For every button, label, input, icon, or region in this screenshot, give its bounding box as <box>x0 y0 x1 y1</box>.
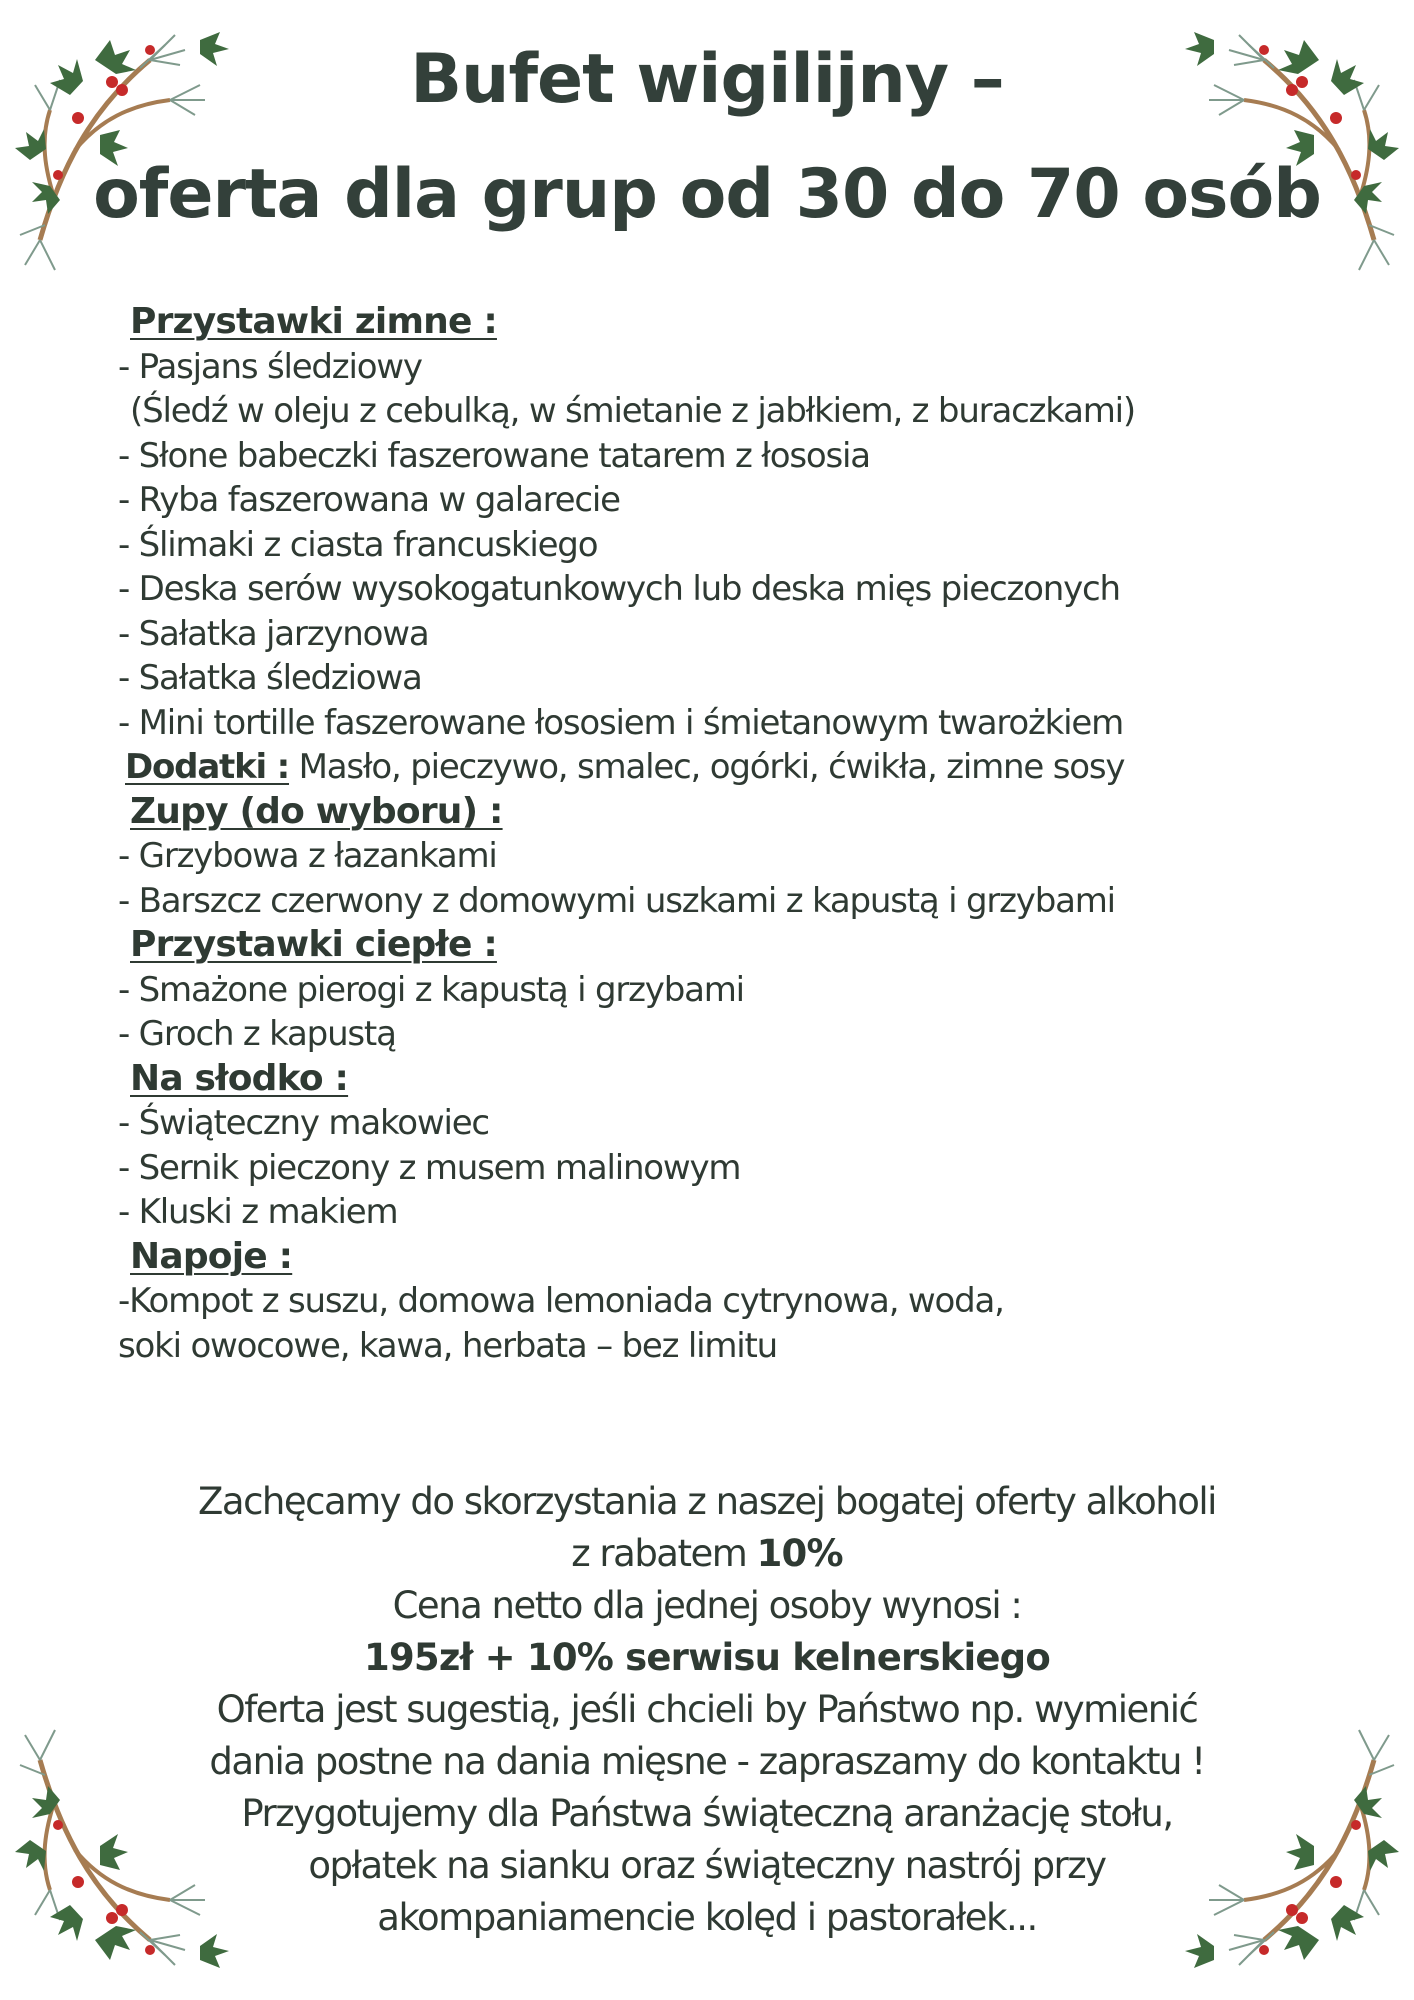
offer-footer <box>0 1476 1414 1944</box>
section-heading-drinks: Napoje : <box>130 1235 293 1277</box>
discount-value: 10% <box>756 1532 843 1575</box>
section-heading-desserts: Na słodko : <box>130 1057 349 1099</box>
menu-item: - Grzybowa z łazankami <box>118 836 497 876</box>
menu-item: - Pasjans śledziowy <box>118 346 422 387</box>
page-title-line-2: oferta dla grup od 30 do 70 osób <box>93 155 1321 234</box>
menu-item: - Ryba faszerowana w galarecie <box>118 480 620 520</box>
menu-item: -Kompot z suszu, domowa lemoniada cytrynowa, woda, <box>118 1281 1004 1321</box>
menu-item: soki owocowe, kawa, herbata – bez limitu <box>118 1325 778 1366</box>
menu-item: - Sernik pieczony z musem malinowym <box>118 1147 741 1188</box>
footer-line: akompaniamencie kolęd i pastorałek... <box>377 1896 1037 1939</box>
menu-item: - Groch z kapustą <box>118 1014 396 1054</box>
section-heading-hot-starters: Przystawki ciepłe : <box>130 924 497 965</box>
menu-item: - Świąteczny makowiec <box>118 1103 489 1143</box>
menu-item: - Ślimaki z ciasta francuskiego <box>118 524 598 565</box>
footer-line: Zachęcamy do skorzystania z naszej bogatej oferty alkoholi <box>198 1480 1216 1523</box>
section-heading-cold-starters: Przystawki zimne : <box>130 301 497 342</box>
menu-item: - Słone babeczki faszerowane tatarem z łososia <box>118 435 870 476</box>
menu-item: - Sałatka śledziowa <box>118 658 422 698</box>
footer-line: Oferta jest sugestią, jeśli chcieli by Państwo np. wymienić <box>216 1688 1198 1731</box>
extras-text: Masło, pieczywo, smalec, ogórki, ćwikła, zimne sosy <box>298 747 1125 787</box>
menu-item: - Kluski z makiem <box>118 1192 398 1232</box>
menu-item: - Mini tortille faszerowane łososiem i śmietanowym twarożkiem <box>118 702 1124 743</box>
menu-item: - Sałatka jarzynowa <box>118 613 429 654</box>
footer-line: dania postne na dania mięsne - zapraszamy do kontaktu ! <box>209 1740 1205 1783</box>
extras-row <box>118 745 1268 790</box>
page-title-line-1: Bufet wigilijny – <box>410 40 1004 119</box>
footer-discount-prefix: z rabatem <box>571 1532 757 1575</box>
price-line: 195zł + 10% serwisu kelnerskiego <box>364 1636 1050 1679</box>
section-heading-extras: Dodatki : <box>125 747 290 787</box>
menu-item: - Barszcz czerwony z domowymi uszkami z kapustą i grzybami <box>118 880 1115 921</box>
footer-discount-line <box>0 1528 1414 1580</box>
footer-line: Cena netto dla jednej osoby wynosi : <box>392 1584 1022 1627</box>
menu-item: - Smażone pierogi z kapustą i grzybami <box>118 969 744 1010</box>
menu-item-note: (Śledź w oleju z cebulką, w śmietanie z jabłkiem, z buraczkami) <box>130 391 1135 431</box>
menu-list <box>118 300 1268 1368</box>
footer-line: Przygotujemy dla Państwa świąteczną aranżację stołu, <box>241 1792 1173 1835</box>
menu-item: - Deska serów wysokogatunkowych lub deska mięs pieczonych <box>118 569 1120 609</box>
footer-line: opłatek na sianku oraz świąteczny nastrój przy <box>308 1844 1106 1887</box>
section-heading-soups: Zupy (do wyboru) : <box>130 790 503 832</box>
